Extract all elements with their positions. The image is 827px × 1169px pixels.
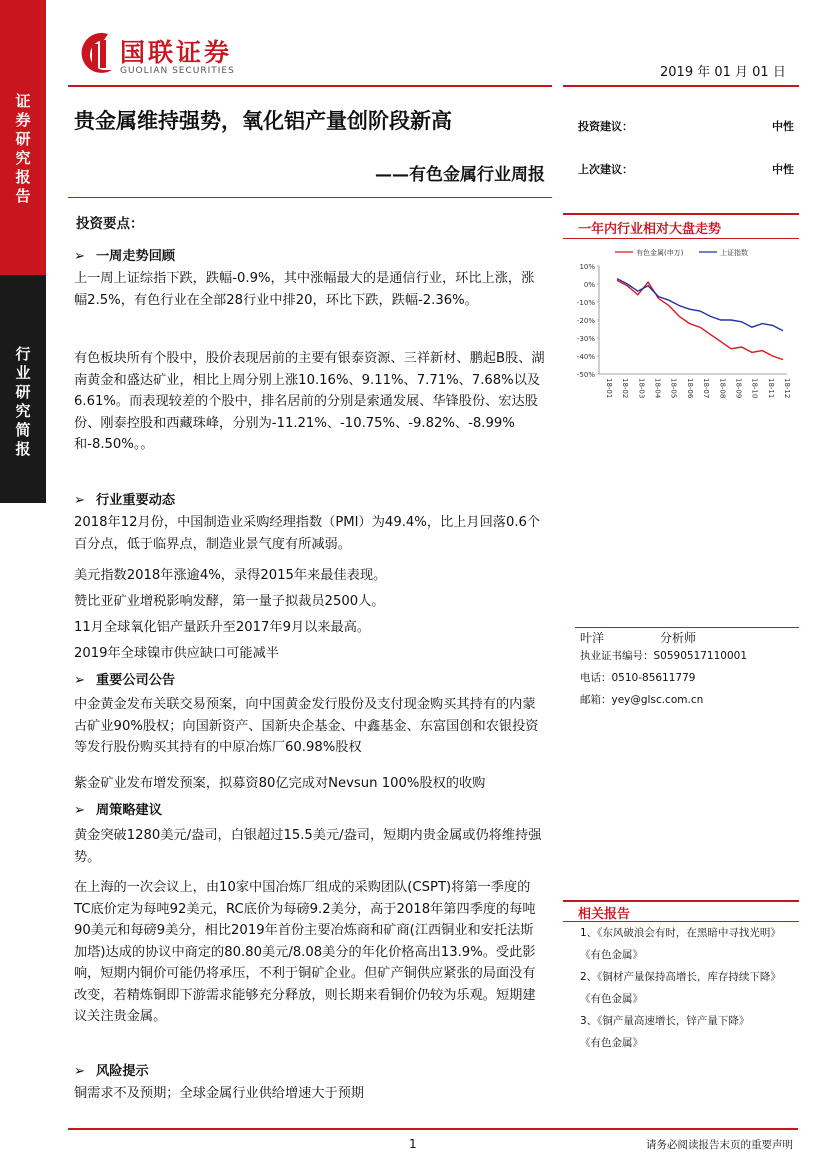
report-date: 2019 年 01 月 01 日 <box>660 65 786 80</box>
related-report-link[interactable]: 3、《铜产量高速增长，锌产量下降》 <box>580 1015 750 1027</box>
chart-legend-label: 上证指数 <box>720 249 748 257</box>
section-company-announcements: ➢ 重要公司公告 <box>74 673 176 688</box>
chart-y-tick-label: -50% <box>576 371 595 379</box>
analyst-top-rule <box>575 627 799 628</box>
industry-news-5: 2019年全球镍市供应缺口可能减半 <box>74 646 279 661</box>
invest-rating-label: 投资建议： <box>578 120 633 133</box>
section-risk: ➢ 风险提示 <box>74 1064 149 1079</box>
section-industry-news: ➢ 行业重要动态 <box>74 493 176 508</box>
report-title: 贵金属维持强势，氧化铝产量创阶段新高 <box>74 109 452 133</box>
chart-x-tick-label: 18-01 <box>605 378 613 399</box>
chart-legend-label: 有色金属(申万) <box>636 249 684 257</box>
strategy-p2: 在上海的一次会议上，由10家中国冶炼厂组成的采购团队(CSPT)将第一季度的TC底价定为每吨92美元，RC底价为每磅9.2美分，高于2018年第四季度的每吨90美元和每磅9美分，相比2019年首份主要冶炼商和矿商(江西铜业和安托法斯加塔)达成的协议中商定的80.80美元/8.08美分的年化价格高出13.9%。受此影响，短期内铜价可能仍将承压，不利于铜矿企业。但矿产铜供应紧张的局面没有改变，若精炼铜即下游需求能够充分释放，则长期来看铜价仍较为乐观。短期建议关注贵金属。 <box>74 880 536 1024</box>
chart-x-tick-label: 18-07 <box>702 378 711 399</box>
report-subtitle: ——有色金属行业周报 <box>375 165 545 185</box>
page-number: 1 <box>409 1137 417 1151</box>
chart-x-tick-label: 18-12 <box>783 378 791 399</box>
last-rating-label: 上次建议： <box>578 163 633 176</box>
header-divider-right <box>563 85 799 87</box>
header-divider <box>68 85 552 87</box>
chart-y-tick-label: -20% <box>576 317 595 325</box>
analyst-role: 分析师 <box>660 631 697 645</box>
chart-x-tick-label: 18-03 <box>637 378 646 399</box>
chart-x-tick-label: 18-11 <box>766 378 775 399</box>
section-weekly-review: ➢ 一周走势回顾 <box>74 249 176 264</box>
analyst-tel: 电话：0510-85611779 <box>580 672 696 684</box>
chart-x-tick-label: 18-09 <box>734 378 743 399</box>
side-label-bottom: 行 业 研 究 简 报 <box>15 345 31 458</box>
section-strategy: ➢ 周策略建议 <box>74 803 162 818</box>
related-report-link[interactable]: 2、《铜材产量保持高增长，库存持续下降》 <box>580 971 781 983</box>
chart-x-tick-label: 18-06 <box>685 378 694 399</box>
chart-heading: 一年内行业相对大盘走势 <box>578 222 722 237</box>
chart-y-tick-label: 0% <box>583 281 595 289</box>
chart-series-line <box>617 280 783 359</box>
weekly-review-p2: 有色板块所有个股中，股价表现居前的主要有银泰资源、三祥新材、鹏起B股、湖南黄金和盛达矿业，相比上周分别上涨10.16%、9.11%、7.71%、7.68%以及6.61%。而表现较差的个股中，排名居前的分别是索通发展、华锋股份、宏达股份、刚泰控股和西藏珠峰，分别为-11.21%、-10.75%、-9.82%、-8.99%和-8.50%。。 <box>74 351 545 452</box>
strategy-p1: 黄金突破1280美元/盎司，白银超过15.5美元/盎司，短期内贵金属或仍将维持强势。 <box>74 828 542 865</box>
analyst-name: 叶洋 <box>580 631 605 645</box>
footer-divider <box>68 1128 798 1130</box>
chart-x-tick-label: 18-04 <box>653 378 662 399</box>
key-points-heading: 投资要点： <box>76 216 144 232</box>
logo-name: 国联证券 <box>120 38 233 67</box>
analyst-email[interactable]: 邮箱：yey@glsc.com.cn <box>580 694 704 706</box>
weekly-review-p1: 上一周上证综指下跌，跌幅-0.9%，其中涨幅最大的是通信行业，环比上涨，涨幅2.5%，有色行业在全部28行业中排20，环比下跌，跌幅-2.36%。 <box>74 271 535 308</box>
chart-top-rule <box>563 213 799 215</box>
industry-vs-market-chart <box>563 242 799 412</box>
chart-y-tick-label: 10% <box>579 263 595 271</box>
chart-series-line <box>617 279 783 331</box>
risk-text: 铜需求不及预期；全球金属行业供给增速大于预期 <box>74 1086 365 1101</box>
chart-y-tick-label: -10% <box>576 299 595 307</box>
industry-news-1: 2018年12月份，中国制造业采购经理指数（PMI）为49.4%，比上月回落0.6个百分点，低于临界点，制造业景气度有所减弱。 <box>74 515 541 552</box>
related-report-link[interactable]: 1、《东风破浪会有时，在黑暗中寻找光明》 <box>580 927 781 939</box>
chart-y-tick-label: -30% <box>576 335 595 343</box>
related-report-category: 《有色金属》 <box>580 993 643 1005</box>
side-label-top: 证 券 研 究 报 告 <box>15 92 31 205</box>
chart-x-tick-label: 18-08 <box>718 378 727 399</box>
related-reports-heading: 相关报告 <box>578 907 631 922</box>
last-rating-value: 中性 <box>772 163 794 176</box>
chart-y-tick-label: -40% <box>576 353 595 361</box>
logo-subtitle: GUOLIAN SECURITIES <box>120 66 235 76</box>
chart-heading-rule <box>563 238 799 239</box>
chart-x-tick-label: 18-10 <box>750 378 759 399</box>
industry-news-2: 美元指数2018年涨逾4%，录得2015年来最佳表现。 <box>74 568 387 583</box>
footer-disclaimer: 请务必阅读报告末页的重要声明 <box>646 1139 793 1151</box>
industry-news-3: 赞比亚矿业增税影响发酵，第一量子拟裁员2500人。 <box>74 594 385 609</box>
logo-icon <box>78 30 116 80</box>
analyst-cert: 执业证书编号：S0590517110001 <box>580 650 748 662</box>
invest-rating-value: 中性 <box>772 120 794 133</box>
chart-x-tick-label: 18-05 <box>669 378 678 399</box>
related-report-category: 《有色金属》 <box>580 1037 643 1049</box>
related-reports-list <box>580 922 781 1054</box>
announcement-1: 中金黄金发布关联交易预案，向中国黄金发行股份及支付现金购买其持有的内蒙古矿业90%股权；向国新资产、国新央企基金、中鑫基金、东富国创和农银投资等发行股份购买其持有的中原冶炼厂60.98%股权 <box>74 697 539 755</box>
announcement-2: 紫金矿业发布增发预案，拟募资80亿完成对Nevsun 100%股权的收购 <box>74 776 486 791</box>
chart-x-tick-label: 18-02 <box>621 378 630 399</box>
related-top-rule <box>563 900 799 902</box>
title-divider <box>68 197 552 198</box>
related-report-category: 《有色金属》 <box>580 949 643 961</box>
industry-news-4: 11月全球氧化铝产量跃升至2017年9月以来最高。 <box>74 620 371 635</box>
